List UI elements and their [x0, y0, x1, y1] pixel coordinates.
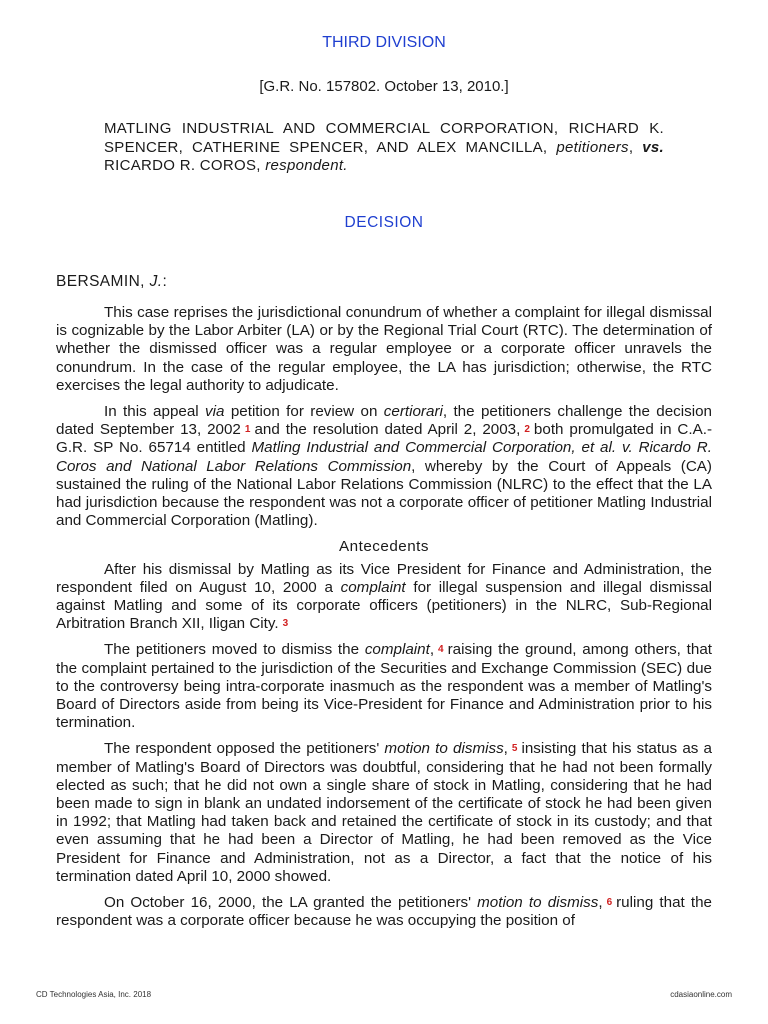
- ponente-title: J.: [149, 273, 163, 290]
- paragraph-4: The petitioners moved to dismiss the complaint, 4 raising the ground, among others, that the complaint pertained to the jurisdiction of the Securities and Exchange Commission (SEC) due to the controversy being intra-corporate inasmuch as the respondent was a member of Matling's Board of Directors aside from being its Vice-President for Finance and Administration prior to his termination.: [56, 641, 712, 732]
- antecedents-heading: Antecedents: [339, 538, 429, 556]
- paragraph-6: On October 16, 2000, the LA granted the petitioners' motion to dismiss, 6 ruling that the respondent was a corporate officer because he was occupying the position of: [56, 894, 713, 930]
- footnote-link-5[interactable]: 5: [511, 743, 518, 755]
- decision-body: [56, 304, 712, 939]
- footnote-link-2[interactable]: 2: [524, 424, 530, 436]
- paragraph-1: This case reprises the jurisdictional conundrum of whether a complaint for illegal dismissal is cognizable by the Labor Arbiter (LA) or by the Regional Trial Court (RTC). The determination of whether the dismissed officer was a regular employee or a corporate officer unravels the conundrum. In the case of the regular employee, the LA has jurisdiction; otherwise, the RTC exercises the legal authority to adjudicate.: [56, 304, 712, 394]
- case-number: [G.R. No. 157802. October 13, 2010.]: [259, 78, 509, 95]
- ponente: BERSAMIN, J.:: [56, 273, 168, 290]
- footer-copyright: CD Technologies Asia, Inc. 2018: [36, 990, 152, 999]
- respondent-name: RICARDO R. COROS,: [104, 157, 261, 174]
- petitioners-names: MATLING INDUSTRIAL AND COMMERCIAL CORPORATION, RICHARD K. SPENCER, CATHERINE SPENCER, AND ALEX MANCILLA,: [104, 120, 664, 156]
- paragraph-3: After his dismissal by Matling as its Vice President for Finance and Administration, the respondent filed on August 10, 2000 a complaint for illegal suspension and illegal dismissal against Matling and some of its corporate officers (petitioners) in the NLRC, Sub-Regional Arbitration Branch XII, Iligan City. 3: [56, 560, 712, 633]
- ponente-name: BERSAMIN,: [56, 273, 145, 290]
- petitioners-label: petitioners: [556, 138, 629, 156]
- footnote-link-6[interactable]: 6: [606, 897, 613, 909]
- versus-label: vs.: [642, 138, 664, 156]
- paragraph-5: The respondent opposed the petitioners' motion to dismiss, 5 insisting that his status as a member of Matling's Board of Directors was doubtful, considering that he had not been formally elected as such; that he did not own a single share of stock in Matling, considering that he had been made to sign in blank an undated indorsement of the certificate of stock he had been given in 1992; that Matling had taken back and retained the certificate of stock in its custody; and that even assuming that he had been a Director of Matling, he had been removed as the Vice President for Finance and Administration, not as a Director, a fact that the notice of his termination dated April 10, 2000 showed.: [56, 740, 712, 885]
- decision-title: DECISION: [344, 214, 424, 231]
- division-heading: THIRD DIVISION: [322, 34, 446, 51]
- footnote-link-4[interactable]: 4: [438, 644, 444, 656]
- paragraph-2: In this appeal via petition for review on certiorari, the petitioners challenge the decision dated September 13, 2002 1 and the resolution dated April 2, 2003, 2 both promulgated in C.A.-G.R. SP No. 65714 entitled Matling Industrial and Commercial Corporation, et al. v. Ricardo R. Coros and National Labor Relations Commission, whereby by the Court of Appeals (CA) sustained the ruling of the National Labor Relations Commission (NLRC) to the effect that the LA had jurisdiction because the respondent was not a corporate officer of petitioner Matling Industrial and Commercial Corporation (Matling).: [56, 403, 713, 530]
- footer-site: cdasiaonline.com: [670, 990, 732, 999]
- case-parties: MATLING INDUSTRIAL AND COMMERCIAL CORPORATION, RICHARD K. SPENCER, CATHERINE SPENCER, AND ALEX MANCILLA, petitioners, vs. RICARDO R. COROS, respondent.: [104, 120, 664, 174]
- footnote-link-3[interactable]: 3: [282, 618, 289, 630]
- footnote-link-1[interactable]: 1: [244, 424, 251, 436]
- respondent-label: respondent.: [265, 157, 348, 174]
